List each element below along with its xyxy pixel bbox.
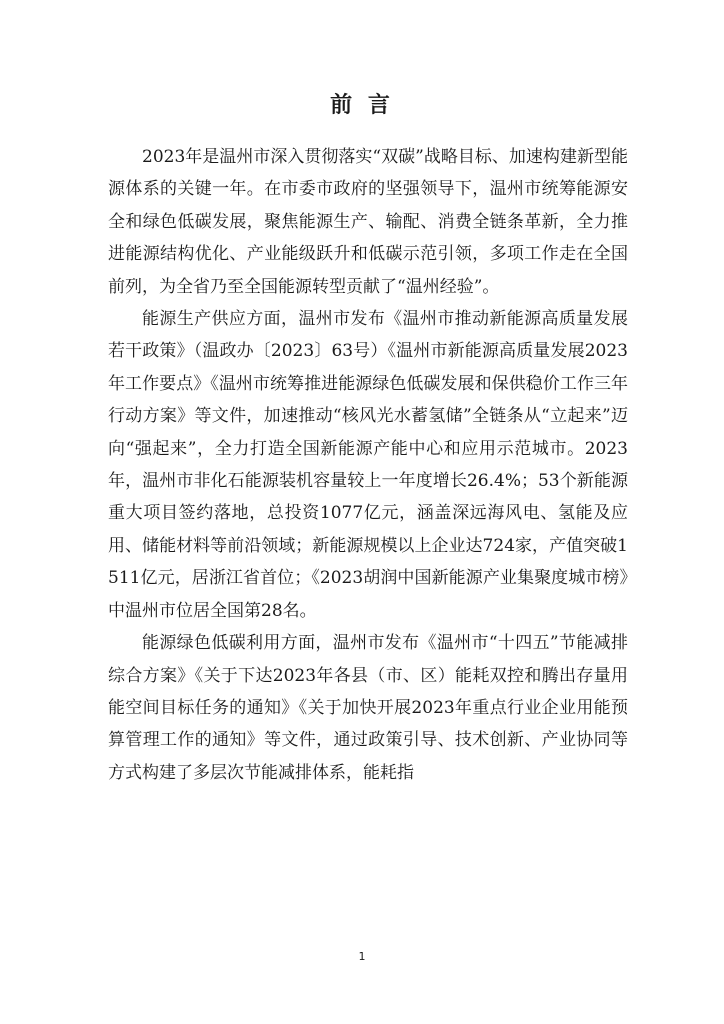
body-text [108,141,628,789]
paragraph-intro: 2023年是温州市深入贯彻落实“双碳”战略目标、加速构建新型能源体系的关键一年。在市委市政府的坚强领导下，温州市统筹能源安全和绿色低碳发展，聚焦能源生产、输配、消费全链条革新，全力推进能源结构优化、产业能级跃升和低碳示范引领，多项工作走在全国前列，为全省乃至全国能源转型贡献了“温州经验”。 [108,147,628,297]
paragraph-energy-supply: 能源生产供应方面，温州市发布《温州市推动新能源高质量发展若干政策》（温政办〔2023〕63号）《温州市新能源高质量发展2023年工作要点》《温州市统筹推进能源绿色低碳发展和保供稳价工作三年行动方案》等文件，加速推动“核风光水蓄氢储”全链条从“立起来”迈向“强起来”，全力打造全国新能源产能中心和应用示范城市。2023年，温州市非化石能源装机容量较上一年度增长26.4%；53个新能源重大项目签约落地，总投资1077亿元，涵盖深远海风电、氢能及应用、储能材料等前沿领域；新能源规模以上企业达724家，产值突破1511亿元，居浙江省首位；《2023胡润中国新能源产业集聚度城市榜》中温州市位居全国第28名。 [108,309,628,621]
page-number: 1 [358,950,366,963]
paragraph-green-low-carbon: 能源绿色低碳利用方面，温州市发布《温州市“十四五”节能减排综合方案》《关于下达2023年各县（市、区）能耗双控和腾出存量用能空间目标任务的通知》《关于加快开展2023年重点行业企业用能预算管理工作的通知》等文件，通过政策引导、技术创新、产业协同等方式构建了多层次节能减排体系，能耗指 [108,633,628,783]
page-title: 前 言 [330,93,394,118]
